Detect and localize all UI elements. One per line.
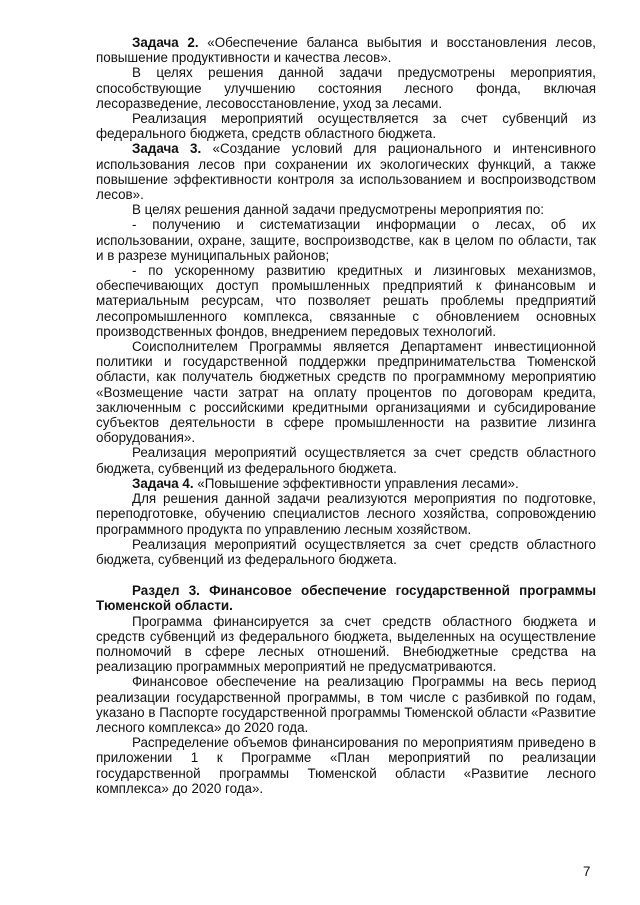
section-heading: Раздел 3. Финансовое обеспечение государственной программы Тюменской области. bbox=[96, 583, 596, 614]
paragraph: Реализация мероприятий осуществляется за счет средств областного бюджета, субвенций из федерального бюджета. bbox=[96, 536, 596, 567]
paragraph-task4 bbox=[96, 476, 596, 491]
task-heading: Задача 3. bbox=[132, 141, 202, 157]
paragraph: Соисполнителем Программы является Департамент инвестиционной политики и государственной поддержки предпринимательства Тюменской области, как получатель бюджетных средств по программному мероприятию «Возмещение части затрат на оплату процентов по договорам кредита, заключенным с российскими кредитными организациями и субсидирование субъектов деятельности в сфере промышленности на развитие лизинга оборудования». bbox=[96, 339, 596, 446]
paragraph: Реализация мероприятий осуществляется за счет средств областного бюджета, субвенций из федерального бюджета. bbox=[96, 445, 596, 476]
paragraph-task3 bbox=[96, 141, 596, 202]
list-item: - получению и систематизации информации о лесах, об их использовании, охране, защите, воспроизводстве, как в целом по области, так и в разрезе муниципальных районов; bbox=[96, 217, 596, 263]
document-page bbox=[96, 35, 596, 796]
task-heading: Задача 2. bbox=[132, 35, 199, 50]
paragraph-text: «Повышение эффективности управления лесами». bbox=[193, 475, 519, 491]
task-heading: Задача 4. bbox=[132, 475, 194, 491]
paragraph: В целях решения данной задачи предусмотрены мероприятия по: bbox=[132, 202, 545, 218]
paragraph: В целях решения данной задачи предусмотрены мероприятия, способствующие улучшению состояния лесного фонда, включая лесоразведение, лесовосстановление, уход за лесами. bbox=[96, 65, 596, 111]
paragraph: Распределение объемов финансирования по мероприятиям приведено в приложении 1 к Программе «План мероприятий по реализации государственной программы Тюменской области «Развитие лесного комплекса» до 2020 года». bbox=[96, 735, 596, 796]
paragraph-task2 bbox=[96, 35, 596, 65]
paragraph: Программа финансируется за счет средств областного бюджета и средств субвенций из федерального бюджета, выделенных на осуществление полномочий в сфере лесных отношений. Внебюджетные средства на реализацию программных мероприятий не предусматриваются. bbox=[96, 613, 596, 675]
paragraph: Реализация мероприятий осуществляется за счет субвенций из федерального бюджета, средств областного бюджета. bbox=[96, 111, 596, 142]
paragraph-text: «Создание условий для рационального и интенсивного использования лесов при сохранении их экологических функций, а также повышение эффективности контроля за использованием и воспроизводством лесов». bbox=[96, 141, 597, 203]
section-gap bbox=[96, 567, 596, 583]
page-number: 7 bbox=[583, 864, 591, 879]
paragraph-text: «Обеспечение баланса выбытия и восстановления лесов, повышение продуктивности и качества лесов». bbox=[96, 35, 597, 66]
list-item: - по ускоренному развитию кредитных и лизинговых механизмов, обеспечивающих доступ промышленных предприятий к финансовым и материальным ресурсам, что позволяет решать проблемы предприятий лесопромышленного комплекса, связанные с обновлением основных производственных фондов, внедрением передовых технологий. bbox=[96, 263, 596, 339]
paragraph: Финансовое обеспечение на реализацию Программы на весь период реализации государственной программы, в том числе с разбивкой по годам, указано в Паспорте государственной программы Тюменской области «Развитие лесного комплекса» до 2020 года. bbox=[96, 674, 596, 735]
paragraph: Для решения данной задачи реализуются мероприятия по подготовке, переподготовке, обучению специалистов лесного хозяйства, сопровождению программного продукта по управлению лесным хозяйством. bbox=[96, 491, 596, 537]
